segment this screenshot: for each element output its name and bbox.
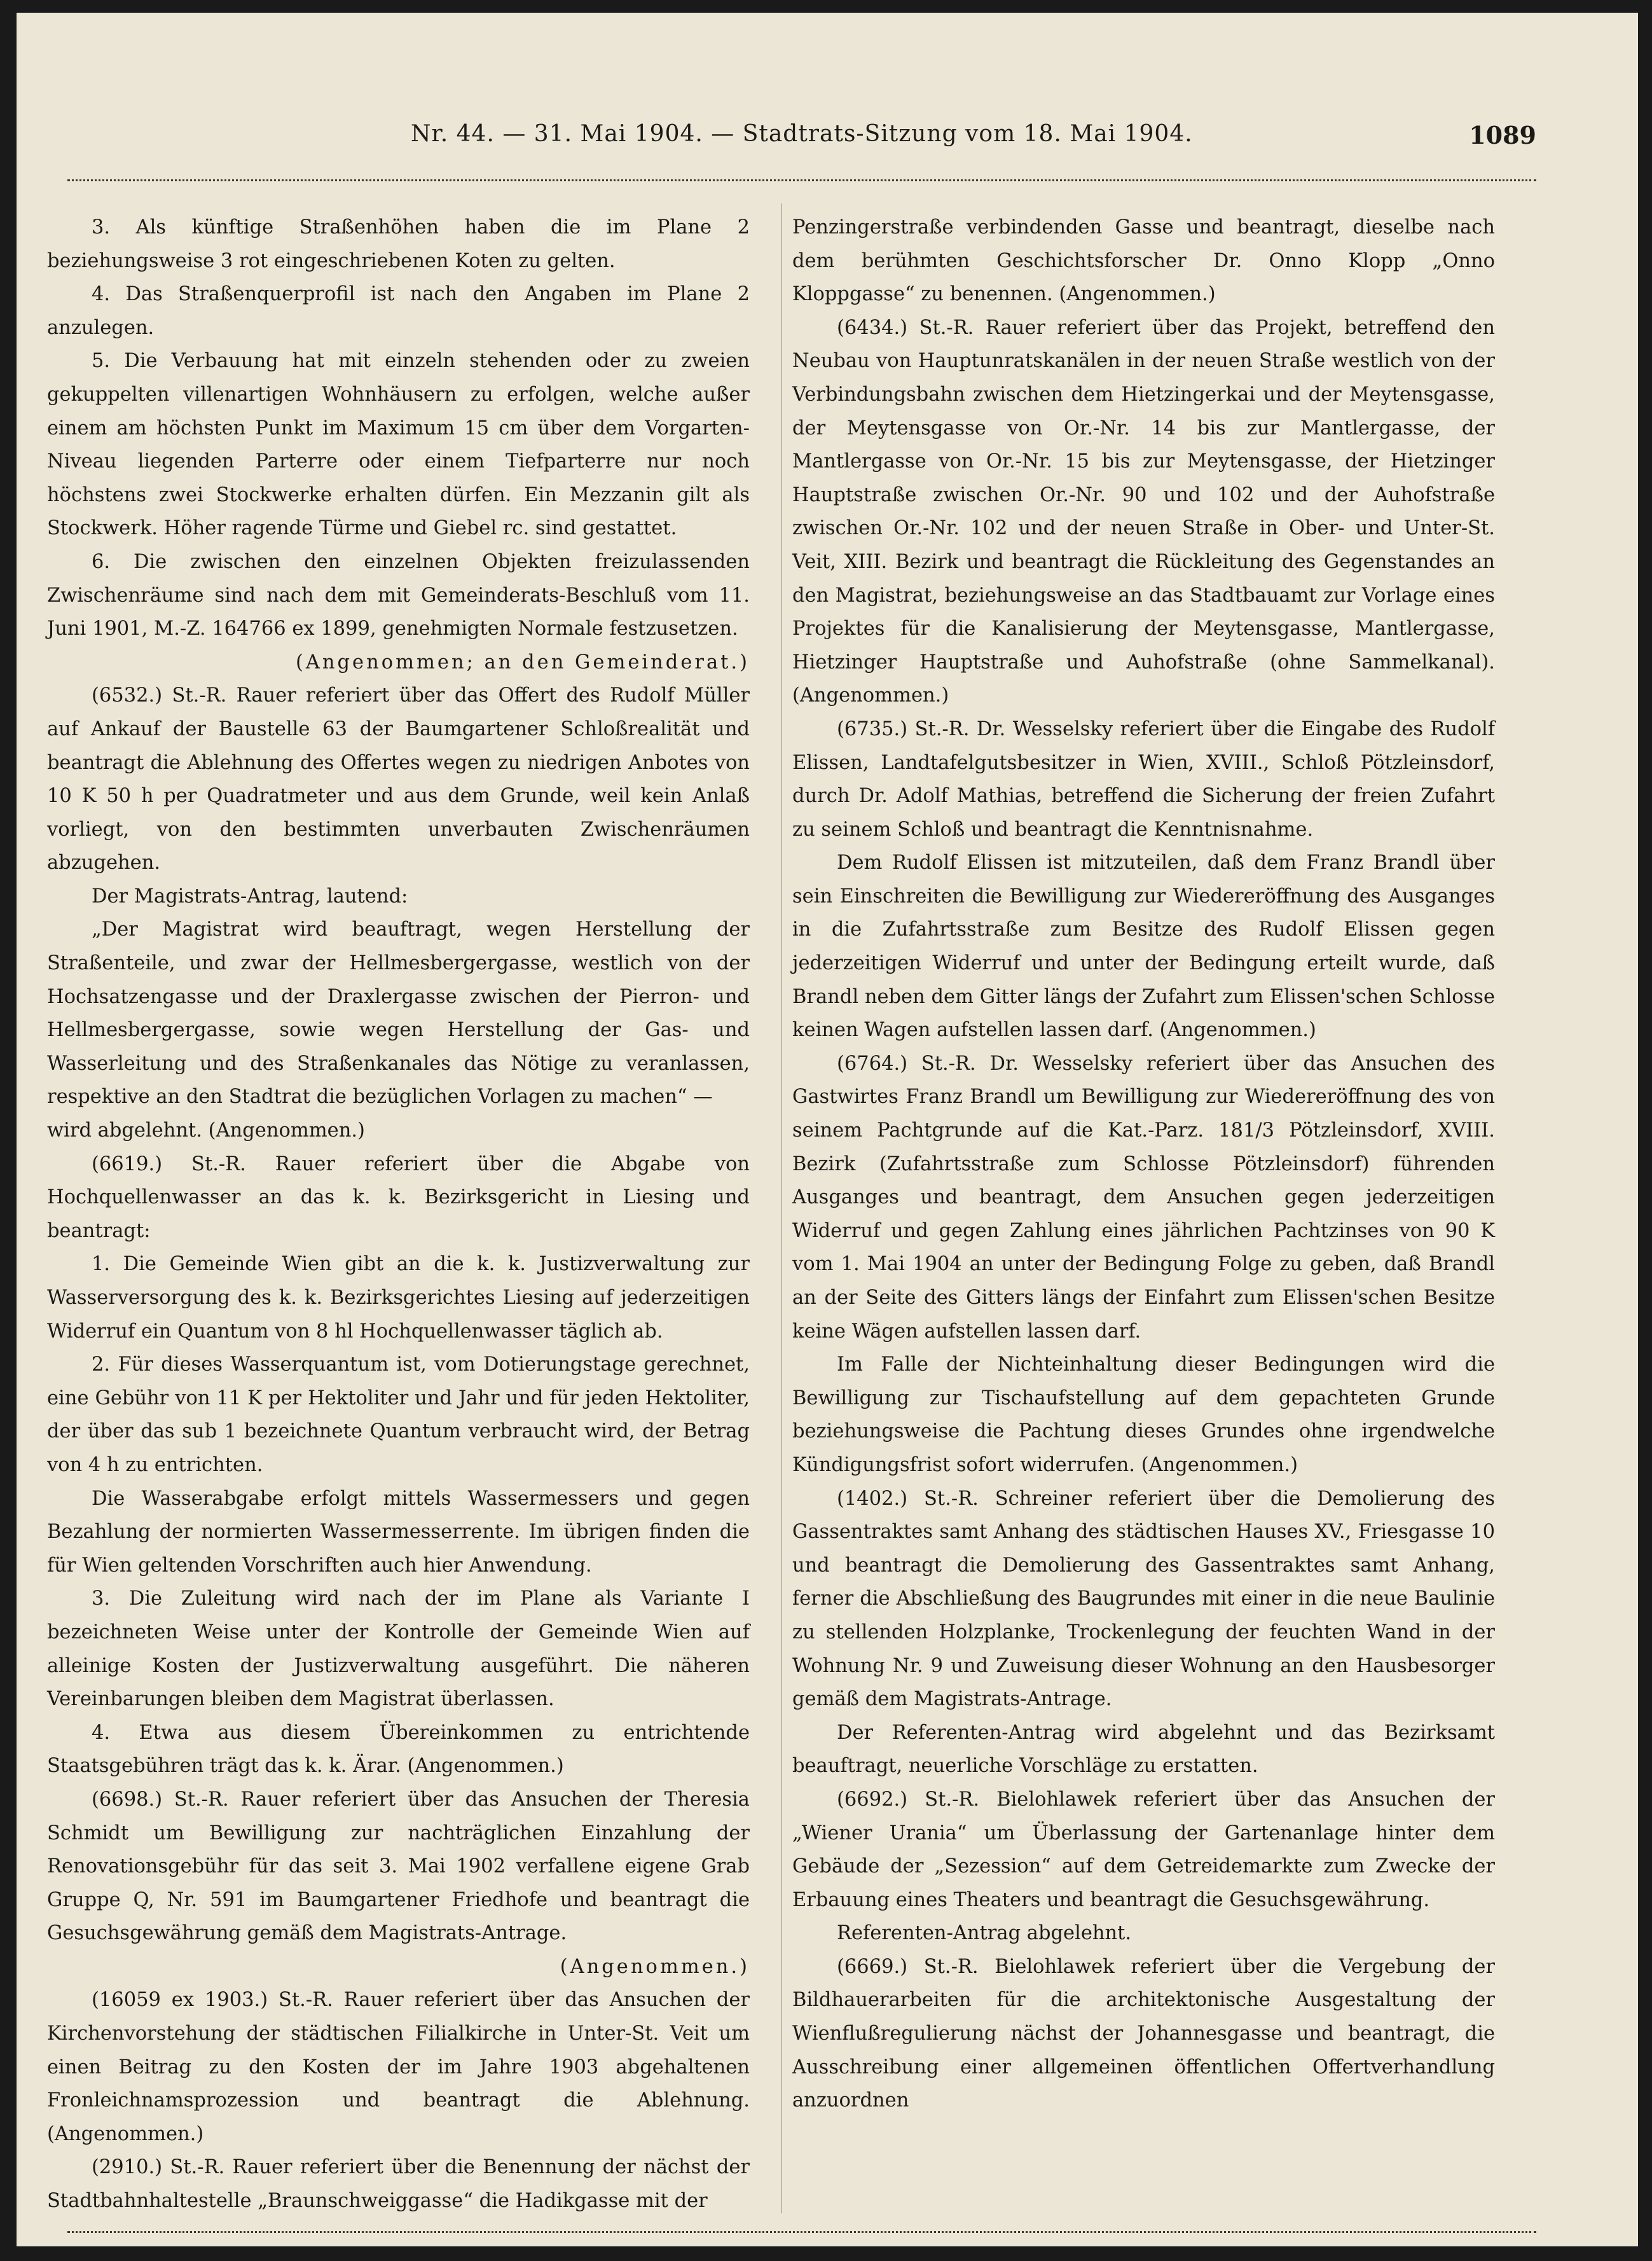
paragraph: 3. Als künftige Straßenhöhen haben die im Plane 2 beziehungsweise 3 rot eingeschriebenen Koten zu gelten. bbox=[47, 216, 750, 272]
paragraph: (6764.) St.-R. Dr. Wesselsky referiert über das Ansuchen des Gastwirtes Franz Brandl um Bewilligung zur Wiedereröffnung des von seinem Pachtgrunde auf die Kat.-Parz. 181/3 Pötzleinsdorf, XVIII. Bezirk (Zufahrtsstraße zum Schlosse Pötzleinsdorf) führenden Ausganges und beantragt, dem Ansuchen gegen jederzeitigen Widerruf und gegen Zahlung eines jährlichen Pachtzinses von 90 K vom 1. Mai 1904 an unter der Bedingung Folge zu geben, daß Brandl an der Seite des Gitters längs der Einfahrt zum Elissen'schen Besitze keine Wägen aufstellen lassen darf. bbox=[792, 1052, 1495, 1343]
paragraph: (1402.) St.-R. Schreiner referiert über die Demolierung des Gassentraktes samt Anhang des städtischen Hauses XV., Friesgasse 10 und beantragt die Demolierung des Gassentraktes samt Anhang, ferner die Abschließung des Baugrundes mit einer in die neue Baulinie zu stellenden Holzplanke, Trockenlegung der feuchten Wand in der Wohnung Nr. 9 und Zuweisung dieser Wohnung an den Hausbesorger gemäß dem Magistrats-Antrage. bbox=[792, 1487, 1495, 1711]
paragraph: Referenten-Antrag abgelehnt. bbox=[837, 1922, 1132, 1945]
paragraph: (2910.) St.-R. Rauer referiert über die Benennung der nächst der Stadtbahnhaltestelle „Braunschweiggasse“ die Hadikgasse mit der bbox=[47, 2156, 750, 2213]
header-rule bbox=[67, 179, 1536, 181]
issue-line: Nr. 44. — 31. Mai 1904. — Stadtrats-Sitzung vom 18. Mai 1904. bbox=[411, 121, 1193, 147]
paragraph: (6735.) St.-R. Dr. Wesselsky referiert über die Eingabe des Rudolf Elissen, Landtafelgutsbesitzer in Wien, XVIII., Schloß Pötzleinsdorf, durch Dr. Adolf Mathias, betreffend die Sicherung der freien Zufahrt zu seinem Schloß und beantragt die Kenntnisnahme. bbox=[792, 717, 1495, 841]
paragraph: Die Wasserabgabe erfolgt mittels Wassermessers und gegen Bezahlung der normierten Wassermesserrente. Im übrigen finden die für Wien geltenden Vorschriften auch hier Anwendung. bbox=[47, 1487, 750, 1577]
left-column bbox=[47, 211, 750, 2218]
page-number: 1089 bbox=[1469, 121, 1536, 149]
paragraph: (6619.) St.-R. Rauer referiert über die Abgabe von Hochquellenwasser an das k. k. Bezirksgericht in Liesing und beantragt: bbox=[47, 1152, 750, 1242]
paragraph: 4. Das Straßenquerprofil ist nach den Angaben im Plane 2 anzulegen. bbox=[47, 283, 750, 339]
paragraph: Im Falle der Nichteinhaltung dieser Bedingungen wird die Bewilligung zur Tischaufstellung auf dem gepachteten Grunde beziehungsweise die Pachtung dieses Grundes ohne irgendwelche Kündigungsfrist sofort widerrufen. (Angenommen.) bbox=[792, 1353, 1495, 1476]
paragraph: (6698.) St.-R. Rauer referiert über das Ansuchen der Theresia Schmidt um Bewilligung zur nachträglichen Einzahlung der Renovationsgebühr für das seit 3. Mai 1902 verfallene eigene Grab Gruppe Q, Nr. 591 im Baumgartener Friedhofe und beantragt die Gesuchsgewährung gemäß dem Magistrats-Antrage. bbox=[47, 1788, 750, 1945]
paragraph: Dem Rudolf Elissen ist mitzuteilen, daß dem Franz Brandl über sein Einschreiten die Bewilligung zur Wiedereröffnung des Ausganges in die Zufahrtsstraße zum Besitze des Rudolf Elissen gegen jederzeitigen Widerruf und unter der Bedingung erteilt wurde, daß Brandl neben dem Gitter längs der Zufahrt zum Elissen'schen Schlosse keinen Wagen aufstellen lassen darf. (Angenommen.) bbox=[792, 852, 1495, 1042]
paragraph: 6. Die zwischen den einzelnen Objekten freizulassenden Zwischenräume sind nach dem mit Gemeinderats-Beschluß vom 11. Juni 1901, M.-Z. 164766 ex 1899, genehmigten Normale festzusetzen. bbox=[47, 550, 750, 640]
paragraph: 4. Etwa aus diesem Übereinkommen zu entrichtende Staatsgebühren trägt das k. k. Ärar. (Angenommen.) bbox=[47, 1721, 750, 1778]
paragraph: (6532.) St.-R. Rauer referiert über das Offert des Rudolf Müller auf Ankauf der Baustelle 63 der Baumgartener Schloßrealität und beantragt die Ablehnung des Offertes wegen zu niedrigen Anbotes von 10 K 50 h per Quadratmeter und aus dem Grunde, weil kein Anlaß vorliegt, von den bestimmten unverbauten Zwischenräumen abzugehen. bbox=[47, 684, 750, 875]
document-page bbox=[17, 13, 1638, 2246]
paragraph: 3. Die Zuleitung wird nach der im Plane als Variante I bezeichneten Weise unter der Kontrolle der Gemeinde Wien auf alleinige Kosten der Justizverwaltung ausgeführt. Die näheren Vereinbarungen bleiben dem Magistrat überlassen. bbox=[47, 1587, 750, 1711]
right-column bbox=[792, 211, 1495, 2118]
paragraph: Der Referenten-Antrag wird abgelehnt und das Bezirksamt beauftragt, neuerliche Vorschläge zu erstatten. bbox=[792, 1721, 1495, 1778]
paragraph: (6692.) St.-R. Bielohlawek referiert über das Ansuchen der „Wiener Urania“ um Überlassung der Gartenanlage hinter dem Gebäude der „Sezession“ auf dem Getreidemarkte zum Zwecke der Erbauung eines Theaters und beantragt die Gesuchsgewährung. bbox=[792, 1788, 1495, 1911]
column-divider bbox=[781, 204, 782, 2213]
paragraph: (16059 ex 1903.) St.-R. Rauer referiert über das Ansuchen der Kirchenvorstehung der städtischen Filialkirche in Unter-St. Veit um einen Beitrag zu den Kosten der im Jahre 1903 abgehaltenen Fronleichnamsprozession und beantragt die Ablehnung. (Angenommen.) bbox=[47, 1989, 750, 2145]
running-header bbox=[67, 121, 1536, 159]
resolution-note: (Angenommen; an den Gemeinderat.) bbox=[295, 651, 750, 674]
paragraph: 2. Für dieses Wasserquantum ist, vom Dotierungstage gerechnet, eine Gebühr von 11 K per Hektoliter und Jahr und für jeden Hektoliter, der über das sub 1 bezeichnete Quantum verbraucht wird, der Betrag von 4 h zu entrichten. bbox=[47, 1353, 750, 1476]
paragraph: (6434.) St.-R. Rauer referiert über das Projekt, betreffend den Neubau von Hauptunratskanälen in der neuen Straße westlich von der Verbindungsbahn zwischen dem Hietzingerkai und der Meytensgasse, der Meytensgasse von Or.-Nr. 14 bis zur Mantlergasse, der Mantlergasse von Or.-Nr. 15 bis zur Meytensgasse, der Hietzinger Hauptstraße zwischen Or.-Nr. 90 und 102 und der Auhofstraße zwischen Or.-Nr. 102 und der neuen Straße in Ober- und Unter-St. Veit, XIII. Bezirk und beantragt die Rückleitung des Gegenstandes an den Magistrat, beziehungsweise an das Stadtbauamt zur Vorlage eines Projektes für die Kanalisierung der Meytensgasse, Mantlergasse, Hietzinger Hauptstraße und Auhofstraße (ohne Sammelkanal). (Angenommen.) bbox=[792, 316, 1495, 707]
paragraph: (6669.) St.-R. Bielohlawek referiert über die Vergebung der Bildhauerarbeiten für die architektonische Ausgestaltung der Wienflußregulierung nächst der Johannesgasse und beantragt, die Ausschreibung einer allgemeinen öffentlichen Offertverhandlung anzuordnen bbox=[792, 1955, 1495, 2112]
paragraph: wird abgelehnt. (Angenommen.) bbox=[47, 1119, 365, 1142]
resolution-note: (Angenommen.) bbox=[560, 1955, 750, 1978]
paragraph: 1. Die Gemeinde Wien gibt an die k. k. Justizverwaltung zur Wasserversorgung des k. k. Bezirksgerichtes Liesing auf jederzeitigen Widerruf ein Quantum von 8 hl Hochquellenwasser täglich ab. bbox=[47, 1253, 750, 1343]
footer-rule bbox=[67, 2231, 1536, 2233]
paragraph: Der Magistrats-Antrag, lautend: bbox=[92, 885, 408, 908]
paragraph: Penzingerstraße verbindenden Gasse und beantragt, dieselbe nach dem berühmten Geschichtsforscher Dr. Onno Klopp „Onno Kloppgasse“ zu benennen. (Angenommen.) bbox=[792, 216, 1495, 306]
paragraph: 5. Die Verbauung hat mit einzeln stehenden oder zu zweien gekuppelten villenartigen Wohnhäusern zu erfolgen, welche außer einem am höchsten Punkt im Maximum 15 cm über dem Vorgarten-Niveau liegenden Parterre oder einem Tiefparterre nur noch höchstens zwei Stockwerke erhalten dürfen. Ein Mezzanin gilt als Stockwerk. Höher ragende Türme und Giebel rc. sind gestattet. bbox=[47, 350, 750, 540]
paragraph: „Der Magistrat wird beauftragt, wegen Herstellung der Straßenteile, und zwar der Hellmesbergergasse, westlich von der Hochsatzengasse und der Draxlergasse zwischen der Pierron- und Hellmesbergergasse, sowie wegen Herstellung der Gas- und Wasserleitung und des Straßenkanales das Nötige zu veranlassen, respektive an den Stadtrat die bezüglichen Vorlagen zu machen“ — bbox=[47, 918, 750, 1109]
